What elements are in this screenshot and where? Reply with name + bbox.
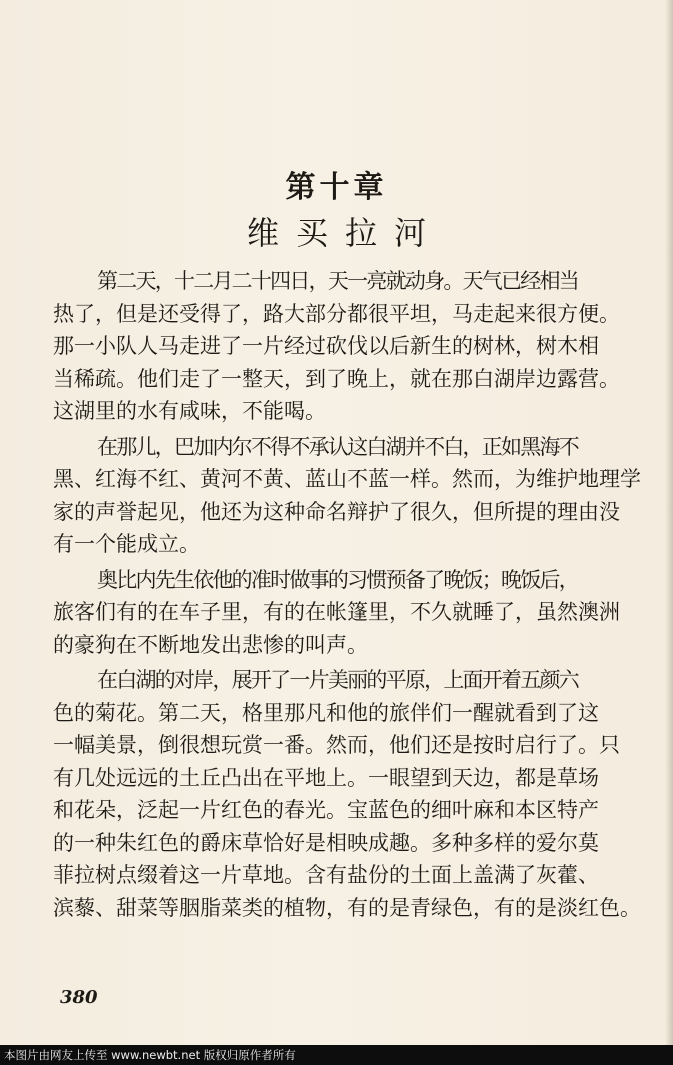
watermark-footer: 本图片由网友上传至 www.newbt.net 版权归原作者所有 (0, 1045, 673, 1065)
text-line: 热了，但是还受得了，路大部分都很平坦，马走起来很方便。 (53, 301, 620, 326)
text-line: 的豪狗在不断地发出悲惨的叫声。 (53, 632, 368, 657)
text-line: 有一个能成立。 (53, 532, 200, 556)
text-line: 色的菊花。第二天，格里那凡和他的旅伴们一醒就看到了这 (53, 700, 599, 725)
text-line: 旅客们有的在车子里，有的在帐篷里，不久就睡了，虽然澳洲 (53, 600, 620, 624)
page-number: 380 (60, 987, 98, 1008)
paragraph (53, 265, 641, 428)
text-line: 一幅美景，倒很想玩赏一番。然而，他们还是按时启行了。只 (53, 733, 620, 757)
text-line: 的一种朱红色的爵床草恰好是相映成趣。多种多样的爱尔莫 (53, 830, 599, 855)
text-line: 有几处远远的土丘凸出在平地上。一眼望到天边，都是草场 (53, 765, 599, 790)
text-line: 这湖里的水有咸味，不能喝。 (53, 399, 326, 423)
paragraph (53, 431, 641, 561)
chapter-title: 维买拉河 (246, 214, 443, 252)
text-line: 黑、红海不红、黄河不黄、蓝山不蓝一样。然而，为维护地理学 (53, 467, 641, 491)
chapter-number: 第十章 (285, 170, 388, 205)
text-line: 滨藜、甜菜等胭脂菜类的植物，有的是青绿色，有的是淡红色。 (53, 895, 641, 920)
text-line: 当稀疏。他们走了一整天，到了晚上，就在那白湖岸边露营。 (53, 366, 620, 391)
body-text (53, 265, 641, 924)
text-line: 第二天，十二月二十四日，天一亮就动身。天气已经相当 (97, 269, 578, 293)
text-line: 奥比内先生依他的准时做事的习惯预备了晚饭；晚饭后， (97, 567, 578, 592)
paragraph (53, 664, 641, 924)
text-line: 和花朵，泛起一片红色的春光。宝蓝色的细叶麻和本区特产 (53, 798, 599, 822)
text-line: 菲拉树点缀着这一片草地。含有盐份的土面上盖满了灰藿、 (53, 863, 599, 887)
text-line: 在白湖的对岸，展开了一片美丽的平原，上面开着五颜六 (97, 668, 578, 692)
text-line: 家的声誉起见，他还为这种命名辩护了很久，但所提的理由没 (53, 499, 620, 524)
page-edge-shadow (665, 0, 673, 1045)
paragraph (53, 564, 641, 662)
text-line: 在那儿，巴加内尔不得不承认这白湖并不白，正如黑海不 (97, 434, 578, 459)
text-line: 那一小队人马走进了一片经过砍伐以后新生的树林，树木相 (53, 334, 599, 358)
